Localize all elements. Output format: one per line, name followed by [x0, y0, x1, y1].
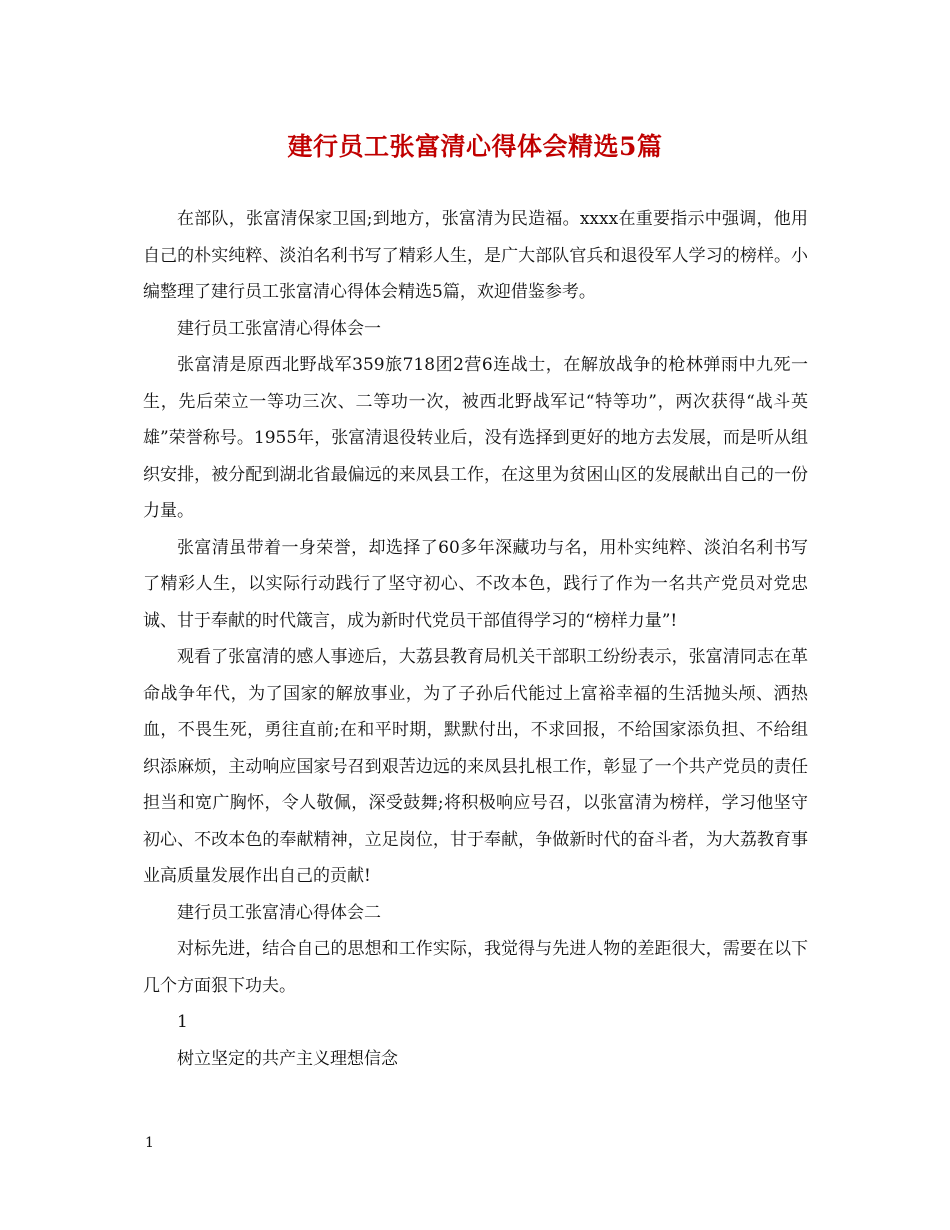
- page-number: 1: [145, 1135, 154, 1151]
- document-body: [143, 201, 808, 1077]
- body-paragraph: 对标先进，结合自己的思想和工作实际，我觉得与先进人物的差距很大，需要在以下几个方面狠下功夫。: [143, 939, 808, 996]
- section-heading-one: 建行员工张富清心得体会一: [177, 318, 381, 339]
- body-paragraph: 张富清虽带着一身荣誉，却选择了60多年深藏功与名，用朴实纯粹、淡泊名利书写了精彩人生，以实际行动践行了坚守初心、不改本色，践行了作为一名共产党员对党忠诚、甘于奉献的时代箴言，成为新时代党员干部值得学习的“榜样力量”!: [143, 537, 808, 631]
- document-title: 建行员工张富清心得体会精选5篇: [287, 132, 663, 161]
- body-paragraph: 观看了张富清的感人事迹后，大荔县教育局机关干部职工纷纷表示，张富清同志在革命战争年代，为了国家的解放事业，为了子孙后代能过上富裕幸福的生活抛头颅、洒热血，不畏生死，勇往直前;在和平时期，默默付出，不求回报，不给国家添负担、不给组织添麻烦，主动响应国家号召到艰苦边远的来凤县扎根工作，彰显了一个共产党员的责任担当和宽广胸怀，令人敬佩，深受鼓舞;将积极响应号召，以张富清为榜样，学习他坚守初心、不改本色的奉献精神，立足岗位，甘于奉献，争做新时代的奋斗者，为大荔教育事业高质量发展作出自己的贡献!: [143, 647, 808, 886]
- subheading: 树立坚定的共产主义理想信念: [177, 1048, 398, 1069]
- body-paragraph: 张富清是原西北野战军359旅718团2营6连战士，在解放战争的枪林弹雨中九死一生，先后荣立一等功三次、二等功一次，被西北野战军记“特等功”，两次获得“战斗英雄”荣誉称号。1955年，张富清退役转业后，没有选择到更好的地方去发展，而是听从组织安排，被分配到湖北省最偏远的来凤县工作，在这里为贫困山区的发展献出自己的一份力量。: [143, 355, 808, 521]
- intro-paragraph: 在部队，张富清保家卫国;到地方，张富清为民造福。xxxx在重要指示中强调，他用自己的朴实纯粹、淡泊名利书写了精彩人生，是广大部队官兵和退役军人学习的榜样。小编整理了建行员工张富清心得体会精选5篇，欢迎借鉴参考。: [143, 209, 808, 302]
- list-number: 1: [177, 1012, 188, 1032]
- section-heading-two: 建行员工张富清心得体会二: [177, 902, 381, 923]
